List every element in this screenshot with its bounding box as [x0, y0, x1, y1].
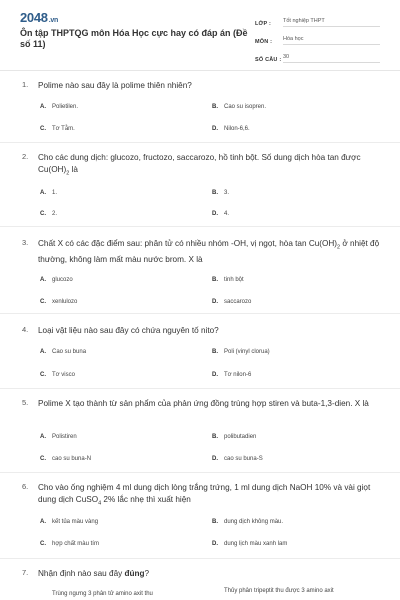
option-b[interactable]	[212, 434, 256, 440]
option-text: 2.	[52, 211, 58, 217]
meta-subject	[255, 31, 380, 45]
option-b[interactable]	[212, 277, 244, 283]
question-divider	[0, 472, 400, 473]
option-letter: B.	[212, 190, 218, 196]
option-text: Cao su buna	[52, 349, 87, 355]
option-text: 4.	[224, 211, 230, 217]
option-a[interactable]	[52, 591, 153, 597]
question-text-part: Chất X có các đặc điểm sau: phân tử có nhiều nhóm -OH, vị ngọt, hòa tan Cu(OH)	[38, 239, 338, 248]
question-text-part: là	[69, 165, 78, 174]
option-letter: D.	[212, 299, 218, 305]
option-letter: D.	[212, 541, 218, 547]
meta-subject-value: Hóa học	[283, 33, 380, 45]
option-a[interactable]	[40, 277, 73, 283]
option-c[interactable]	[40, 126, 75, 132]
option-text: Cao su isopren.	[224, 104, 267, 110]
option-letter: B.	[212, 349, 218, 355]
option-a[interactable]	[40, 434, 77, 440]
option-letter: D.	[212, 456, 218, 462]
logo-suffix: .vn	[48, 17, 58, 24]
option-text: kết tủa màu vàng	[52, 519, 99, 525]
meta-count-value: 30	[283, 51, 380, 63]
option-text: Poli (vinyl clorua)	[224, 349, 270, 355]
question-text-subscript: 4	[98, 500, 102, 507]
option-text: polibutadien	[224, 434, 257, 440]
option-c[interactable]	[40, 211, 57, 217]
meta-count-label: SỐ CÂU :	[255, 57, 282, 63]
question-number: 5.	[22, 398, 29, 407]
option-text: dung lịch màu xanh lam	[224, 541, 288, 547]
option-text: hợp chất màu tím	[52, 541, 99, 547]
option-b[interactable]	[212, 104, 266, 110]
question-text-part: ở nhiệt độ thường, không làm mất màu nước brom. X là	[38, 239, 380, 264]
question-number: 1.	[22, 80, 29, 89]
option-text: 3.	[224, 190, 230, 196]
question-text	[38, 152, 383, 180]
meta-subject-label: MÔN :	[255, 39, 273, 45]
question-number: 2.	[22, 152, 29, 161]
option-d[interactable]	[212, 211, 229, 217]
logo-main: 2048	[20, 10, 48, 25]
option-text: tinh bột	[224, 277, 244, 283]
question-divider	[0, 388, 400, 389]
meta-count	[255, 49, 380, 63]
option-a[interactable]	[40, 190, 57, 196]
option-letter: B.	[212, 434, 218, 440]
option-d[interactable]	[212, 541, 287, 547]
option-letter: D.	[212, 211, 218, 217]
option-text: Tơ visco	[52, 372, 75, 378]
question-divider	[0, 226, 400, 227]
question-text: Polime nào sau đây là polime thiên nhiên?	[38, 81, 192, 90]
option-letter: A.	[40, 349, 46, 355]
option-letter: C.	[40, 541, 46, 547]
option-letter: C.	[40, 211, 46, 217]
question-text	[38, 238, 383, 266]
option-letter: C.	[40, 456, 46, 462]
question-number: 3.	[22, 238, 29, 247]
question-text-part: Cho các dung dịch: glucozo, fructozo, saccarozo, hồ tinh bột. Số dung dịch hòa tan được Cu(OH)	[38, 153, 361, 174]
option-c[interactable]	[40, 541, 99, 547]
option-a[interactable]	[40, 104, 78, 110]
option-text: Trùng ngưng 3 phân tử amino axit thu	[52, 591, 153, 597]
option-text: glucozo	[52, 277, 73, 283]
option-c[interactable]	[40, 372, 75, 378]
option-letter: B.	[212, 277, 218, 283]
question-text-subscript: 2	[66, 170, 70, 177]
option-text: Polietilen.	[52, 104, 79, 110]
option-b[interactable]	[212, 519, 283, 525]
option-letter: D.	[212, 126, 218, 132]
question-text-emphasis: đúng	[124, 569, 145, 578]
meta-class	[255, 13, 380, 27]
option-letter: C.	[40, 299, 46, 305]
question-text-part: 2% lắc nhẹ thì xuất hiện	[101, 495, 191, 504]
option-text: Tơ Tằm.	[52, 126, 75, 132]
question-text: Loại vật liệu nào sau đây có chứa nguyên tố nito?	[38, 326, 219, 335]
option-b[interactable]	[212, 190, 229, 196]
option-letter: C.	[40, 126, 46, 132]
question-text-part: ?	[144, 569, 150, 578]
question-number: 7.	[22, 568, 29, 577]
option-letter: A.	[40, 104, 46, 110]
option-letter: A.	[40, 519, 46, 525]
option-letter: D.	[212, 372, 218, 378]
option-letter: B.	[212, 104, 218, 110]
option-text: xenlulozo	[52, 299, 78, 305]
option-text: Polistiren	[52, 434, 77, 440]
option-text: cao su buna-S	[224, 456, 263, 462]
option-d[interactable]	[212, 126, 250, 132]
option-text: 1.	[52, 190, 58, 196]
option-d[interactable]	[212, 299, 251, 305]
option-text: Thủy phân tripeptit thu được 3 amino axit	[224, 588, 334, 594]
meta-class-label: LỚP :	[255, 21, 271, 27]
option-d[interactable]	[212, 456, 263, 462]
option-text: cao su buna-N	[52, 456, 92, 462]
option-text: Nilon-6,6.	[224, 126, 250, 132]
question-divider	[0, 313, 400, 314]
meta-class-value: Tốt nghiệp THPT	[283, 15, 380, 27]
option-letter: C.	[40, 372, 46, 378]
option-c[interactable]	[40, 456, 91, 462]
option-b[interactable]	[224, 588, 334, 594]
option-letter: A.	[40, 434, 46, 440]
option-text: dung dịch không màu.	[224, 519, 284, 525]
option-c[interactable]	[40, 299, 77, 305]
question-text-subscript: 2	[337, 244, 341, 251]
question-divider	[0, 142, 400, 143]
header-divider	[0, 70, 400, 71]
option-a[interactable]	[40, 519, 98, 525]
document-title: Ôn tập THPTQG môn Hóa Học cực hay có đáp án (Đề số 11)	[20, 28, 248, 49]
document-meta	[255, 13, 380, 67]
question-text	[38, 568, 383, 580]
question-text	[38, 482, 383, 510]
question-text-part: Cho vào ống nghiệm 4 ml dung dịch lòng trắng trứng, 1 ml dung dịch NaOH 10% và vài giọt dung dịch CuSO	[38, 483, 371, 504]
option-a[interactable]	[40, 349, 86, 355]
question-text-part: Nhận định nào sau đây	[38, 569, 125, 578]
question-text: Polime X tạo thành từ sản phẩm của phản ứng đồng trùng hợp stiren và buta-1,3-dien. X là	[38, 399, 369, 408]
option-letter: B.	[212, 519, 218, 525]
question-divider	[0, 558, 400, 559]
option-b[interactable]	[212, 349, 270, 355]
option-d[interactable]	[212, 372, 251, 378]
option-text: Tơ nilon-6	[224, 372, 252, 378]
option-letter: A.	[40, 190, 46, 196]
question-number: 6.	[22, 482, 29, 491]
option-letter: A.	[40, 277, 46, 283]
option-text: saccarozo	[224, 299, 252, 305]
question-number: 4.	[22, 325, 29, 334]
